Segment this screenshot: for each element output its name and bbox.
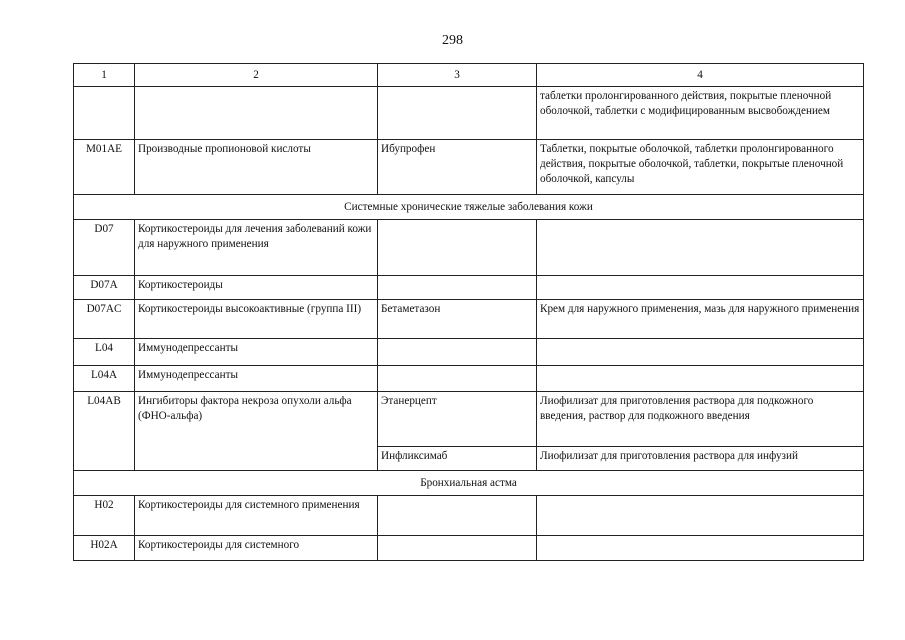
- drug-cell: [378, 220, 537, 276]
- atc-code-cell: H02A: [74, 536, 135, 561]
- atc-code-cell: D07AC: [74, 300, 135, 339]
- drug-cell: Инфликсимаб: [378, 447, 537, 471]
- table-row: [74, 496, 864, 536]
- dosage-form-cell: [537, 496, 864, 536]
- group-cell: Кортикостероиды для системного: [135, 536, 378, 561]
- dosage-form-cell: [537, 276, 864, 300]
- group-cell: Кортикостероиды для системного применения: [135, 496, 378, 536]
- group-cell: Иммунодепрессанты: [135, 366, 378, 392]
- group-cell: [135, 87, 378, 140]
- dosage-form-cell: [537, 366, 864, 392]
- header-col-3: 3: [378, 64, 537, 87]
- drug-cell: Ибупрофен: [378, 140, 537, 195]
- header-col-2: 2: [135, 64, 378, 87]
- section-heading-row: [74, 471, 864, 496]
- table-row: [74, 339, 864, 366]
- group-cell: Иммунодепрессанты: [135, 339, 378, 366]
- drug-cell: [378, 366, 537, 392]
- dosage-form-cell: таблетки пролонгированного действия, покрытые пленочной оболочкой, таблетки с модифицированным высвобождением: [537, 87, 864, 140]
- drug-cell: [378, 87, 537, 140]
- group-cell: Производные пропионовой кислоты: [135, 140, 378, 195]
- atc-code-cell: L04: [74, 339, 135, 366]
- drug-cell: [378, 536, 537, 561]
- group-cell: Кортикостероиды для лечения заболеваний кожи для наружного применения: [135, 220, 378, 276]
- table-row: [74, 300, 864, 339]
- group-cell: Кортикостероиды высокоактивные (группа III): [135, 300, 378, 339]
- drug-cell: [378, 496, 537, 536]
- page-number: 298: [442, 33, 463, 48]
- drug-cell: [378, 276, 537, 300]
- header-col-1: 1: [74, 64, 135, 87]
- atc-code-cell: L04A: [74, 366, 135, 392]
- dosage-form-cell: [537, 220, 864, 276]
- atc-code-cell: D07: [74, 220, 135, 276]
- header-col-4: 4: [537, 64, 864, 87]
- atc-code-cell: M01AE: [74, 140, 135, 195]
- table-row: [74, 87, 864, 140]
- table-row: [74, 392, 864, 447]
- section-heading-row: [74, 195, 864, 220]
- table-row: [74, 536, 864, 561]
- table-row: [74, 140, 864, 195]
- group-cell: Кортикостероиды: [135, 276, 378, 300]
- drug-table: [73, 63, 864, 561]
- drug-cell: Этанерцепт: [378, 392, 537, 447]
- dosage-form-cell: Крем для наружного применения, мазь для наружного применения: [537, 300, 864, 339]
- section-title: Системные хронические тяжелые заболевания кожи: [74, 195, 864, 220]
- dosage-form-cell: [537, 536, 864, 561]
- group-cell: Ингибиторы фактора некроза опухоли альфа (ФНО-альфа): [135, 392, 378, 471]
- table-row: [74, 276, 864, 300]
- atc-code-cell: [74, 87, 135, 140]
- drug-cell: Бетаметазон: [378, 300, 537, 339]
- atc-code-cell: H02: [74, 496, 135, 536]
- atc-code-cell: L04AB: [74, 392, 135, 471]
- table-row: [74, 220, 864, 276]
- drug-cell: [378, 339, 537, 366]
- table-header-row: [74, 64, 864, 87]
- table-row: [74, 366, 864, 392]
- dosage-form-cell: [537, 339, 864, 366]
- section-title: Бронхиальная астма: [74, 471, 864, 496]
- dosage-form-cell: Лиофилизат для приготовления раствора для инфузий: [537, 447, 864, 471]
- dosage-form-cell: Лиофилизат для приготовления раствора для подкожного введения, раствор для подкожного введения: [537, 392, 864, 447]
- dosage-form-cell: Таблетки, покрытые оболочкой, таблетки пролонгированного действия, покрытые оболочкой, таблетки, покрытые пленочной оболочкой, капсулы: [537, 140, 864, 195]
- atc-code-cell: D07A: [74, 276, 135, 300]
